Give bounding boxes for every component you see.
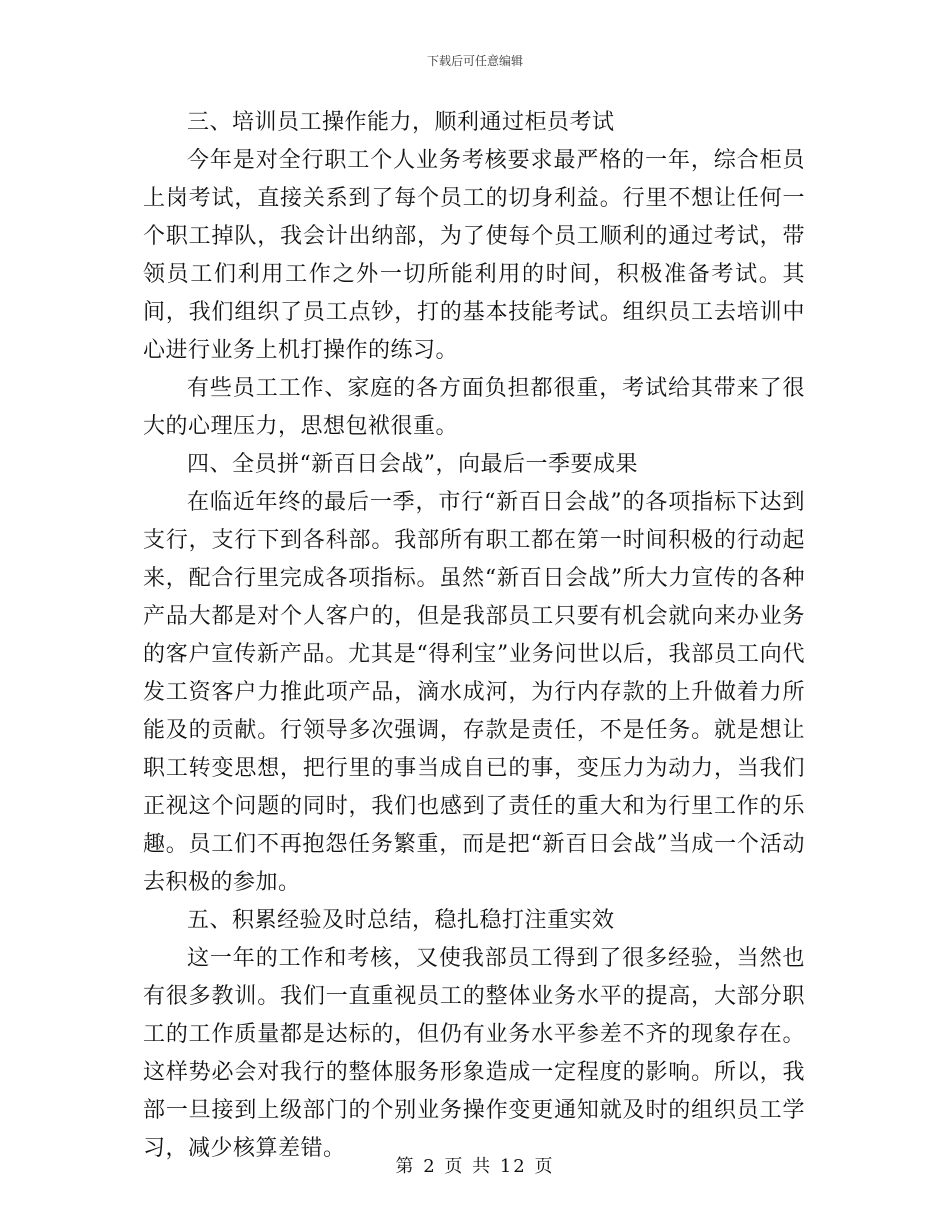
document-body <box>143 104 805 1168</box>
paragraph: 今年是对全行职工个人业务考核要求最严格的一年，综合柜员上岗考试，直接关系到了每个员工的切身利益。行里不想让任何一个职工掉队，我会计出纳部，为了使每个员工顺利的通过考试，带领员工们利用工作之外一切所能利用的时间，积极准备考试。其间，我们组织了员工点钞，打的基本技能考试。组织员工去培训中心进行业务上机打操作的练习。 <box>143 148 805 363</box>
section-heading-4: 四、全员拼“新百日会战”，向最后一季要成果 <box>187 452 638 477</box>
paragraph: 在临近年终的最后一季，市行“新百日会战”的各项指标下达到支行，支行下到各科部。我部所有职工都在第一时间积极的行动起来，配合行里完成各项指标。虽然“新百日会战”所大力宣传的各种产品大都是对个人客户的，但是我部员工只要有机会就向来办业务的客户宣传新产品。尤其是“得利宝”业务问世以后，我部员工向代发工资客户力推此项产品，滴水成河，为行内存款的上升做着力所能及的贡献。行领导多次强调，存款是责任，不是任务。就是想让职工转变思想，把行里的事当成自已的事，变压力为动力，当我们正视这个问题的同时，我们也感到了责任的重大和为行里工作的乐趣。员工们不再抱怨任务繁重，而是把“新百日会战”当成一个活动去积极的参加。 <box>143 490 805 895</box>
page-number: 第 2 页 共 12 页 <box>395 1156 555 1177</box>
paragraph: 有些员工工作、家庭的各方面负担都很重，考试给其带来了很大的心理压力，思想包袱很重。 <box>143 376 805 439</box>
section-heading-5: 五、积累经验及时总结，稳扎稳打注重实效 <box>187 908 615 933</box>
paragraph: 这一年的工作和考核，又使我部员工得到了很多经验，当然也有很多教训。我们一直重视员工的整体业务水平的提高，大部分职工的工作质量都是达标的，但仍有业务水平参差不齐的现象存在。这样势必会对我行的整体服务形象造成一定程度的影响。所以，我部一旦接到上级部门的个别业务操作变更通知就及时的组织员工学习，减少核算差错。 <box>143 946 805 1161</box>
section-heading-3: 三、培训员工操作能力，顺利通过柜员考试 <box>187 110 615 135</box>
page-header-note: 下载后可任意编辑 <box>426 54 523 68</box>
